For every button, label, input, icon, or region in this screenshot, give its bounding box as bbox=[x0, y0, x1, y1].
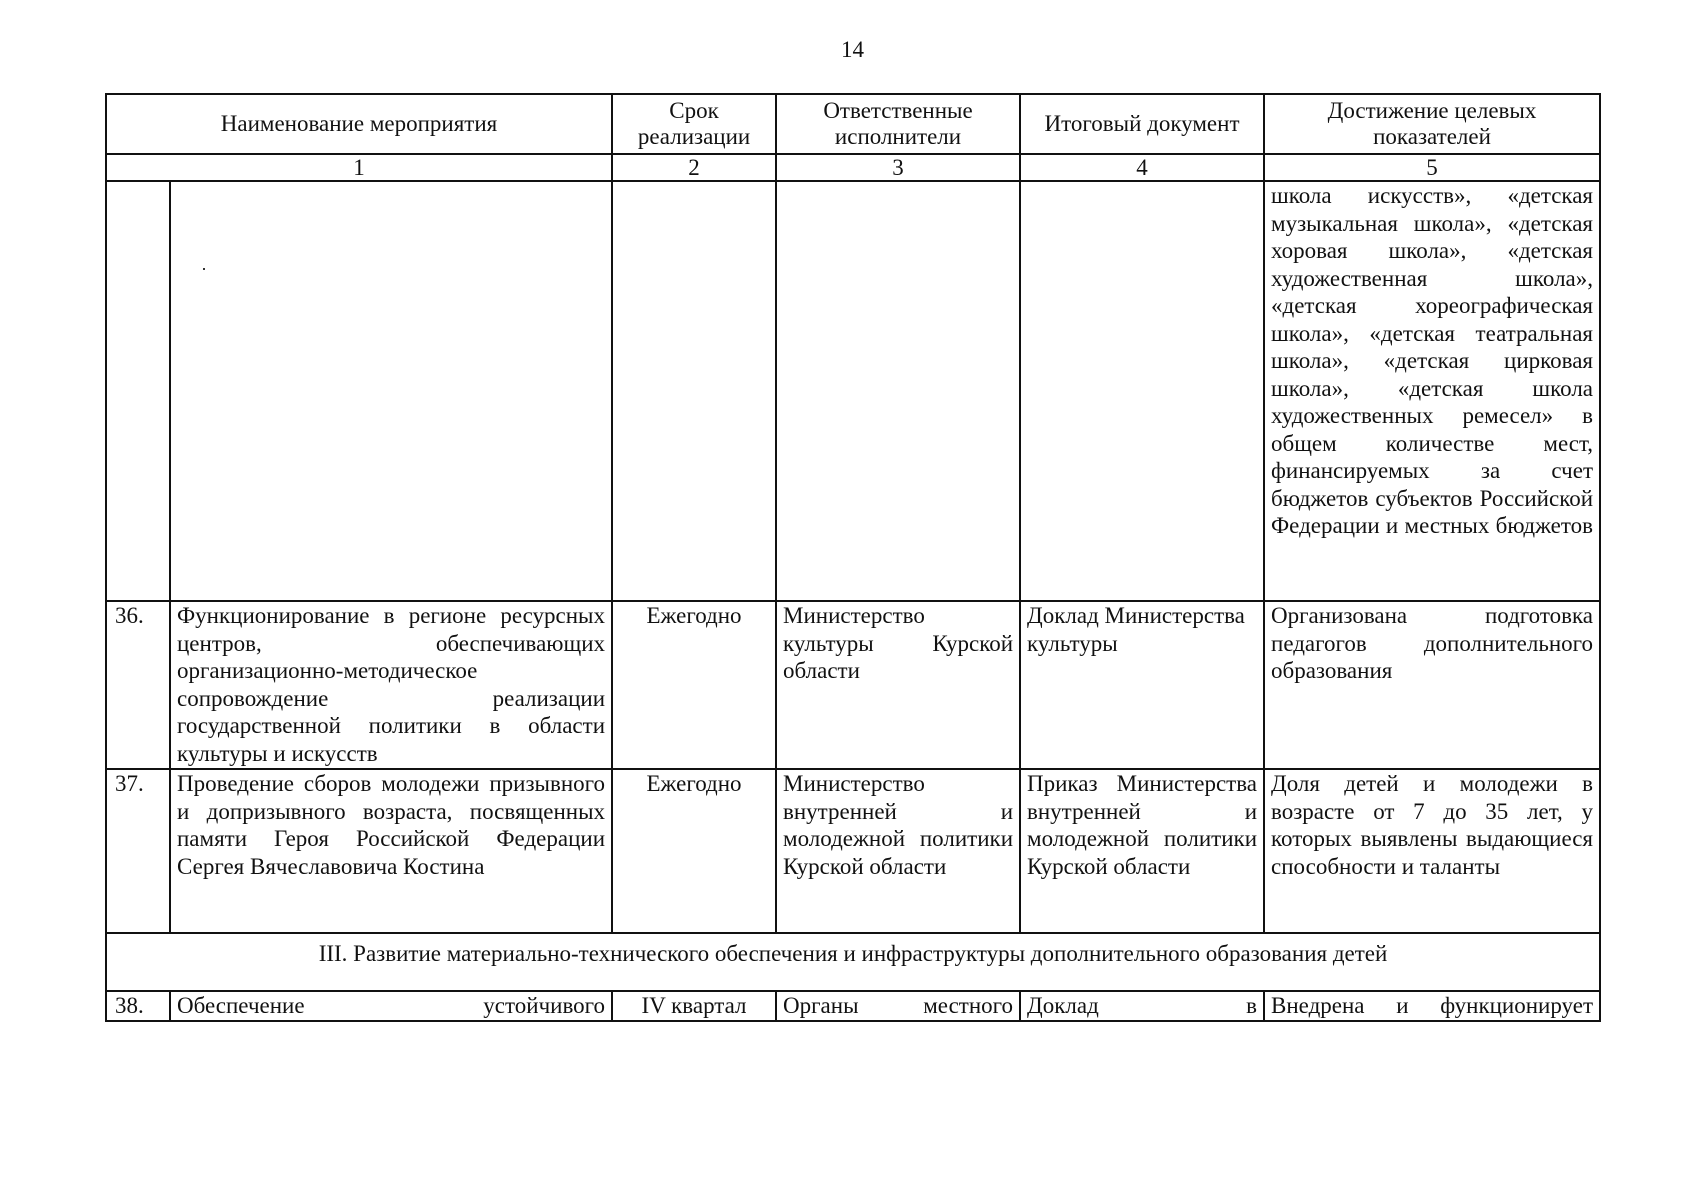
cell-term: IV квартал bbox=[612, 991, 776, 1021]
header-executors: Ответственные исполнители bbox=[776, 94, 1020, 154]
header-name: Наименование мероприятия bbox=[106, 94, 612, 154]
cell-achievement: Внедрена и функционирует bbox=[1264, 991, 1600, 1021]
cell-achievement: Доля детей и молодежи в возрасте от 7 до 35 лет, у которых выявлены выдающиеся способности и таланты bbox=[1264, 769, 1600, 933]
cell-document: Доклад Министерства культуры bbox=[1020, 601, 1264, 769]
cell-num: 37. bbox=[106, 769, 170, 933]
cell-num: 38. bbox=[106, 991, 170, 1021]
cell-name: Функционирование в регионе ресурсных центров, обеспечивающих организационно-методическое сопровождение реализации государственной политики в области культуры и искусств bbox=[170, 601, 612, 769]
table-header-row bbox=[106, 94, 1600, 154]
activities-table bbox=[105, 93, 1601, 1022]
column-number-3: 3 bbox=[776, 154, 1020, 181]
section-row bbox=[106, 933, 1600, 991]
cell-document: Доклад в bbox=[1020, 991, 1264, 1021]
cell-document-empty bbox=[1020, 181, 1264, 601]
cell-executors-empty bbox=[776, 181, 1020, 601]
table-row bbox=[106, 601, 1600, 769]
cell-term: Ежегодно bbox=[612, 601, 776, 769]
table-row-continuation bbox=[106, 181, 1600, 601]
cell-name-empty bbox=[170, 181, 612, 601]
cell-achievement: школа искусств», «детская музыкальная школа», «детская хоровая школа», «детская художественная школа», «детская хореографическая школа», «детская театральная школа», «детская цирковая школа», «детская школа художественных ремесел» в общем количестве мест, финансируемых за счет бюджетов субъектов Российской Федерации и местных бюджетов bbox=[1264, 181, 1600, 601]
column-number-2: 2 bbox=[612, 154, 776, 181]
cell-executors: Министерство внутренней и молодежной политики Курской области bbox=[776, 769, 1020, 933]
column-number-4: 4 bbox=[1020, 154, 1264, 181]
cell-achievement: Организована подготовка педагогов дополнительного образования bbox=[1264, 601, 1600, 769]
cell-name: Проведение сборов молодежи призывного и допризывного возраста, посвященных памяти Героя Российской Федерации Сергея Вячеславовича Костина bbox=[170, 769, 612, 933]
table-row bbox=[106, 769, 1600, 933]
section-title: III. Развитие материально-технического обеспечения и инфраструктуры дополнительного образования детей bbox=[106, 933, 1600, 991]
cell-executors: Министерство культуры Курской области bbox=[776, 601, 1020, 769]
column-number-5: 5 bbox=[1264, 154, 1600, 181]
cell-executors: Органы местного bbox=[776, 991, 1020, 1021]
cell-num-empty bbox=[106, 181, 170, 601]
cell-document: Приказ Министерства внутренней и молодежной политики Курской области bbox=[1020, 769, 1264, 933]
cell-term: Ежегодно bbox=[612, 769, 776, 933]
column-number-row bbox=[106, 154, 1600, 181]
header-term: Срок реализации bbox=[612, 94, 776, 154]
table-row bbox=[106, 991, 1600, 1021]
header-document: Итоговый документ bbox=[1020, 94, 1264, 154]
cell-num: 36. bbox=[106, 601, 170, 769]
page-number: 14 bbox=[841, 37, 864, 62]
cell-term-empty bbox=[612, 181, 776, 601]
cell-name: Обеспечение устойчивого bbox=[170, 991, 612, 1021]
column-number-1: 1 bbox=[106, 154, 612, 181]
header-achievement: Достижение целевых показателей bbox=[1264, 94, 1600, 154]
